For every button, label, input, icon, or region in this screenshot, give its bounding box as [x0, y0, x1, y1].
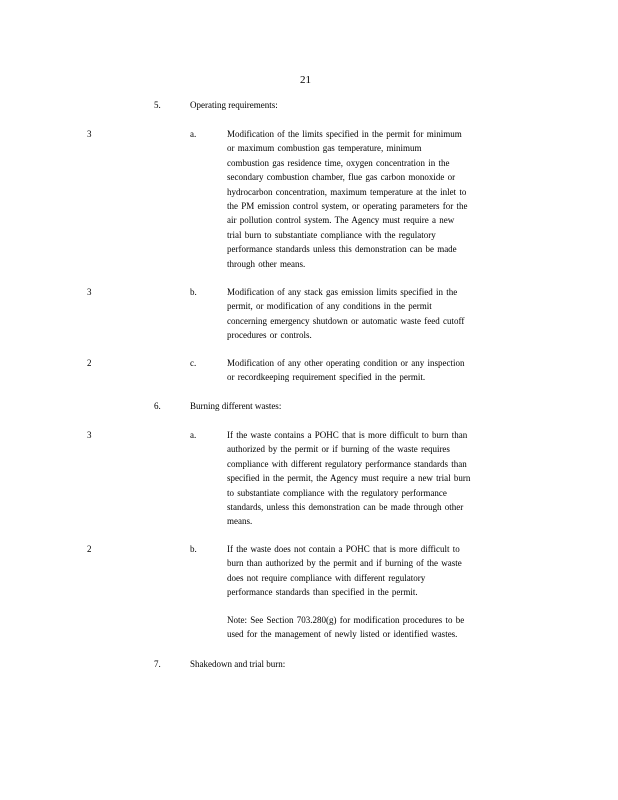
- paragraph-line: burn than authorized by the permit and if burning of the waste: [227, 558, 462, 569]
- paragraph-line: Modification of any other operating condition or any inspection: [227, 358, 465, 368]
- item-letter-6b: b.: [190, 544, 197, 554]
- section-7-number: 7.: [154, 659, 161, 669]
- paragraph-line: or recordkeeping requirement specified in the permit.: [227, 372, 426, 383]
- paragraph-line: concerning emergency shutdown or automatic waste feed cutoff: [227, 315, 465, 326]
- paragraph-line: standards, unless this demonstration can be made through other: [227, 502, 464, 513]
- note-line: Note: See Section 703.280(g) for modification procedures to be: [227, 615, 465, 625]
- paragraph-line: authorized by the permit or if burning of the waste requires: [227, 444, 450, 455]
- paragraph-line: procedures or controls.: [227, 330, 312, 341]
- paragraph-line: does not require compliance with different regulatory: [227, 572, 426, 583]
- paragraph-5b: [227, 285, 539, 343]
- margin-count-5b: 3: [87, 287, 92, 297]
- section-7-heading: Shakedown and trial burn:: [190, 659, 286, 669]
- margin-count-5a: 3: [87, 129, 92, 139]
- note-line: used for the management of newly listed or identified wastes.: [227, 629, 458, 640]
- paragraph-line: If the waste contains a POHC that is more difficult to burn than: [227, 430, 468, 440]
- paragraph-line: specified in the permit, the Agency must require a new trial burn: [227, 473, 471, 484]
- item-letter-6a: a.: [190, 430, 197, 440]
- paragraph-line: air pollution control system. The Agency must require a new: [227, 215, 455, 226]
- section-6-number: 6.: [154, 401, 161, 411]
- paragraph-line: through other means.: [227, 258, 306, 269]
- paragraph-5c: [227, 356, 539, 385]
- margin-count-5c: 2: [87, 358, 92, 368]
- paragraph-line: the PM emission control system, or operating parameters for the: [227, 201, 468, 212]
- note-paragraph: [227, 613, 539, 642]
- item-letter-5a: a.: [190, 129, 197, 139]
- page-number: 21: [300, 74, 311, 86]
- paragraph-line: permit, or modification of any conditions in the permit: [227, 301, 432, 312]
- paragraph-6a: [227, 428, 539, 529]
- margin-count-6a: 3: [87, 430, 92, 440]
- paragraph-line: compliance with different regulatory performance standards than: [227, 458, 467, 469]
- paragraph-line: combustion gas residence time, oxygen concentration in the: [227, 157, 450, 168]
- paragraph-line: secondary combustion chamber, flue gas carbon monoxide or: [227, 172, 456, 183]
- paragraph-line: If the waste does not contain a POHC that is more difficult to: [227, 544, 460, 554]
- paragraph-line: Modification of any stack gas emission limits specified in the: [227, 287, 458, 297]
- paragraph-line: or maximum combustion gas temperature, minimum: [227, 143, 422, 154]
- paragraph-line: to substantiate compliance with the regulatory performance: [227, 487, 447, 498]
- paragraph-line: trial burn to substantiate compliance with the regulatory: [227, 229, 436, 240]
- paragraph-line: hydrocarbon concentration, maximum temperature at the inlet to: [227, 186, 467, 197]
- section-6-heading: Burning different wastes:: [190, 401, 282, 411]
- section-5-heading: Operating requirements:: [190, 100, 278, 110]
- paragraph-line: performance standards unless this demonstration can be made: [227, 244, 457, 255]
- paragraph-line: performance standards than specified in the permit.: [227, 587, 418, 598]
- paragraph-line: means.: [227, 516, 253, 527]
- item-letter-5b: b.: [190, 287, 197, 297]
- paragraph-line: Modification of the limits specified in the permit for minimum: [227, 129, 462, 139]
- paragraph-5a: [227, 127, 539, 271]
- paragraph-6b: [227, 542, 539, 600]
- item-letter-5c: c.: [190, 358, 197, 368]
- margin-count-6b: 2: [87, 544, 92, 554]
- section-5-number: 5.: [154, 100, 161, 110]
